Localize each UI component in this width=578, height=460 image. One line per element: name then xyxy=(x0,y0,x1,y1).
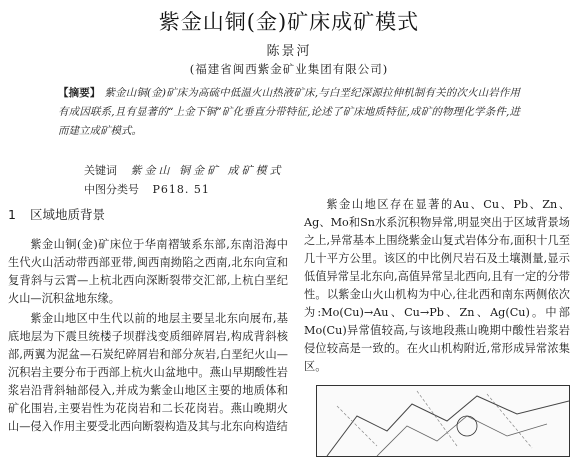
left-column xyxy=(8,196,288,438)
geologic-map-figure xyxy=(316,385,570,457)
section-heading xyxy=(8,206,288,224)
paragraph: 紫金山铜(金)矿床位于华南褶皱系东部,东南沿海中生代火山活动带西部亚带,闽西南拗陷之西南,北东向宣和复背斜与云霄—上杭北西向深断裂带交汇部,上杭白垩纪火山—沉积盆地东缘。 xyxy=(8,238,288,305)
right-column xyxy=(304,196,570,378)
map-drawing xyxy=(317,386,569,456)
keywords-value: 紫金山 铜金矿 成矿模式 xyxy=(130,164,284,177)
abstract-label: 【摘要】 xyxy=(58,87,101,99)
classification-label: 中图分类号 xyxy=(84,183,139,196)
paragraph: 紫金山地区中生代以前的地层主要呈北东向展布,基底地层为下震旦统楼子坝群浅变质细碎屑岩,构成背斜核部,两翼为泥盆—石炭纪碎屑岩和部分灰岩,白垩纪火山—沉积岩主要分布于西部上杭火山盆地中。燕山早期酸性岩浆岩沿背斜轴部侵入,并成为紫金山地区主要的地质体和矿化围岩,主要岩性为花岗岩和二长花岗岩。燕山晚期火山—侵入作用主要受北西向断裂构造及其与北东向构造结 xyxy=(8,312,288,433)
abstract-text: 紫金山铜(金)矿床为高硫中低温火山热液矿床,与白垩纪深源拉伸机制有关的次火山岩作用有成因联系,且有显著的“上金下铜”矿化垂直分带特征,论述了矿床地质特征,成矿的物理化学条件,进而建立成矿模式。 xyxy=(58,87,521,137)
classification-value: P618. 51 xyxy=(152,183,210,196)
keywords-line xyxy=(84,162,284,178)
paragraph: 紫金山地区存在显著的Au、Cu、Pb、Zn、Ag、Mo和Sn水系沉积物异常,明显突出于区域背景场之上,异常基本上围绕紫金山复式岩体分布,面积十几至几十平方公里。该区的中比例尺岩石及土壤测量,显示低值异常呈北东向,高值异常呈北西向,且有一定的分带性。以紫金山火山机构为中心,往北西和南东两侧依次为:Mo(Cu)→Au、Cu→Pb、Zn、Ag(Cu)。中部Mo(Cu)异常值较高,与该地段燕山晚期中酸性岩浆岩侵位较高是一致的。在火山机构附近,常形成异常浓集区。 xyxy=(304,198,570,373)
keywords-label: 关键词 xyxy=(84,164,117,177)
abstract-block xyxy=(58,84,520,141)
paper-title: 紫金山铜(金)矿床成矿模式 xyxy=(158,10,420,34)
author-name: 陈景河 xyxy=(266,44,312,59)
author-affiliation: (福建省闽西紫金矿业集团有限公司) xyxy=(189,62,389,76)
section-number: 1 xyxy=(8,207,16,222)
classification-line xyxy=(84,181,210,197)
section-title: 区域地质背景 xyxy=(29,207,105,222)
